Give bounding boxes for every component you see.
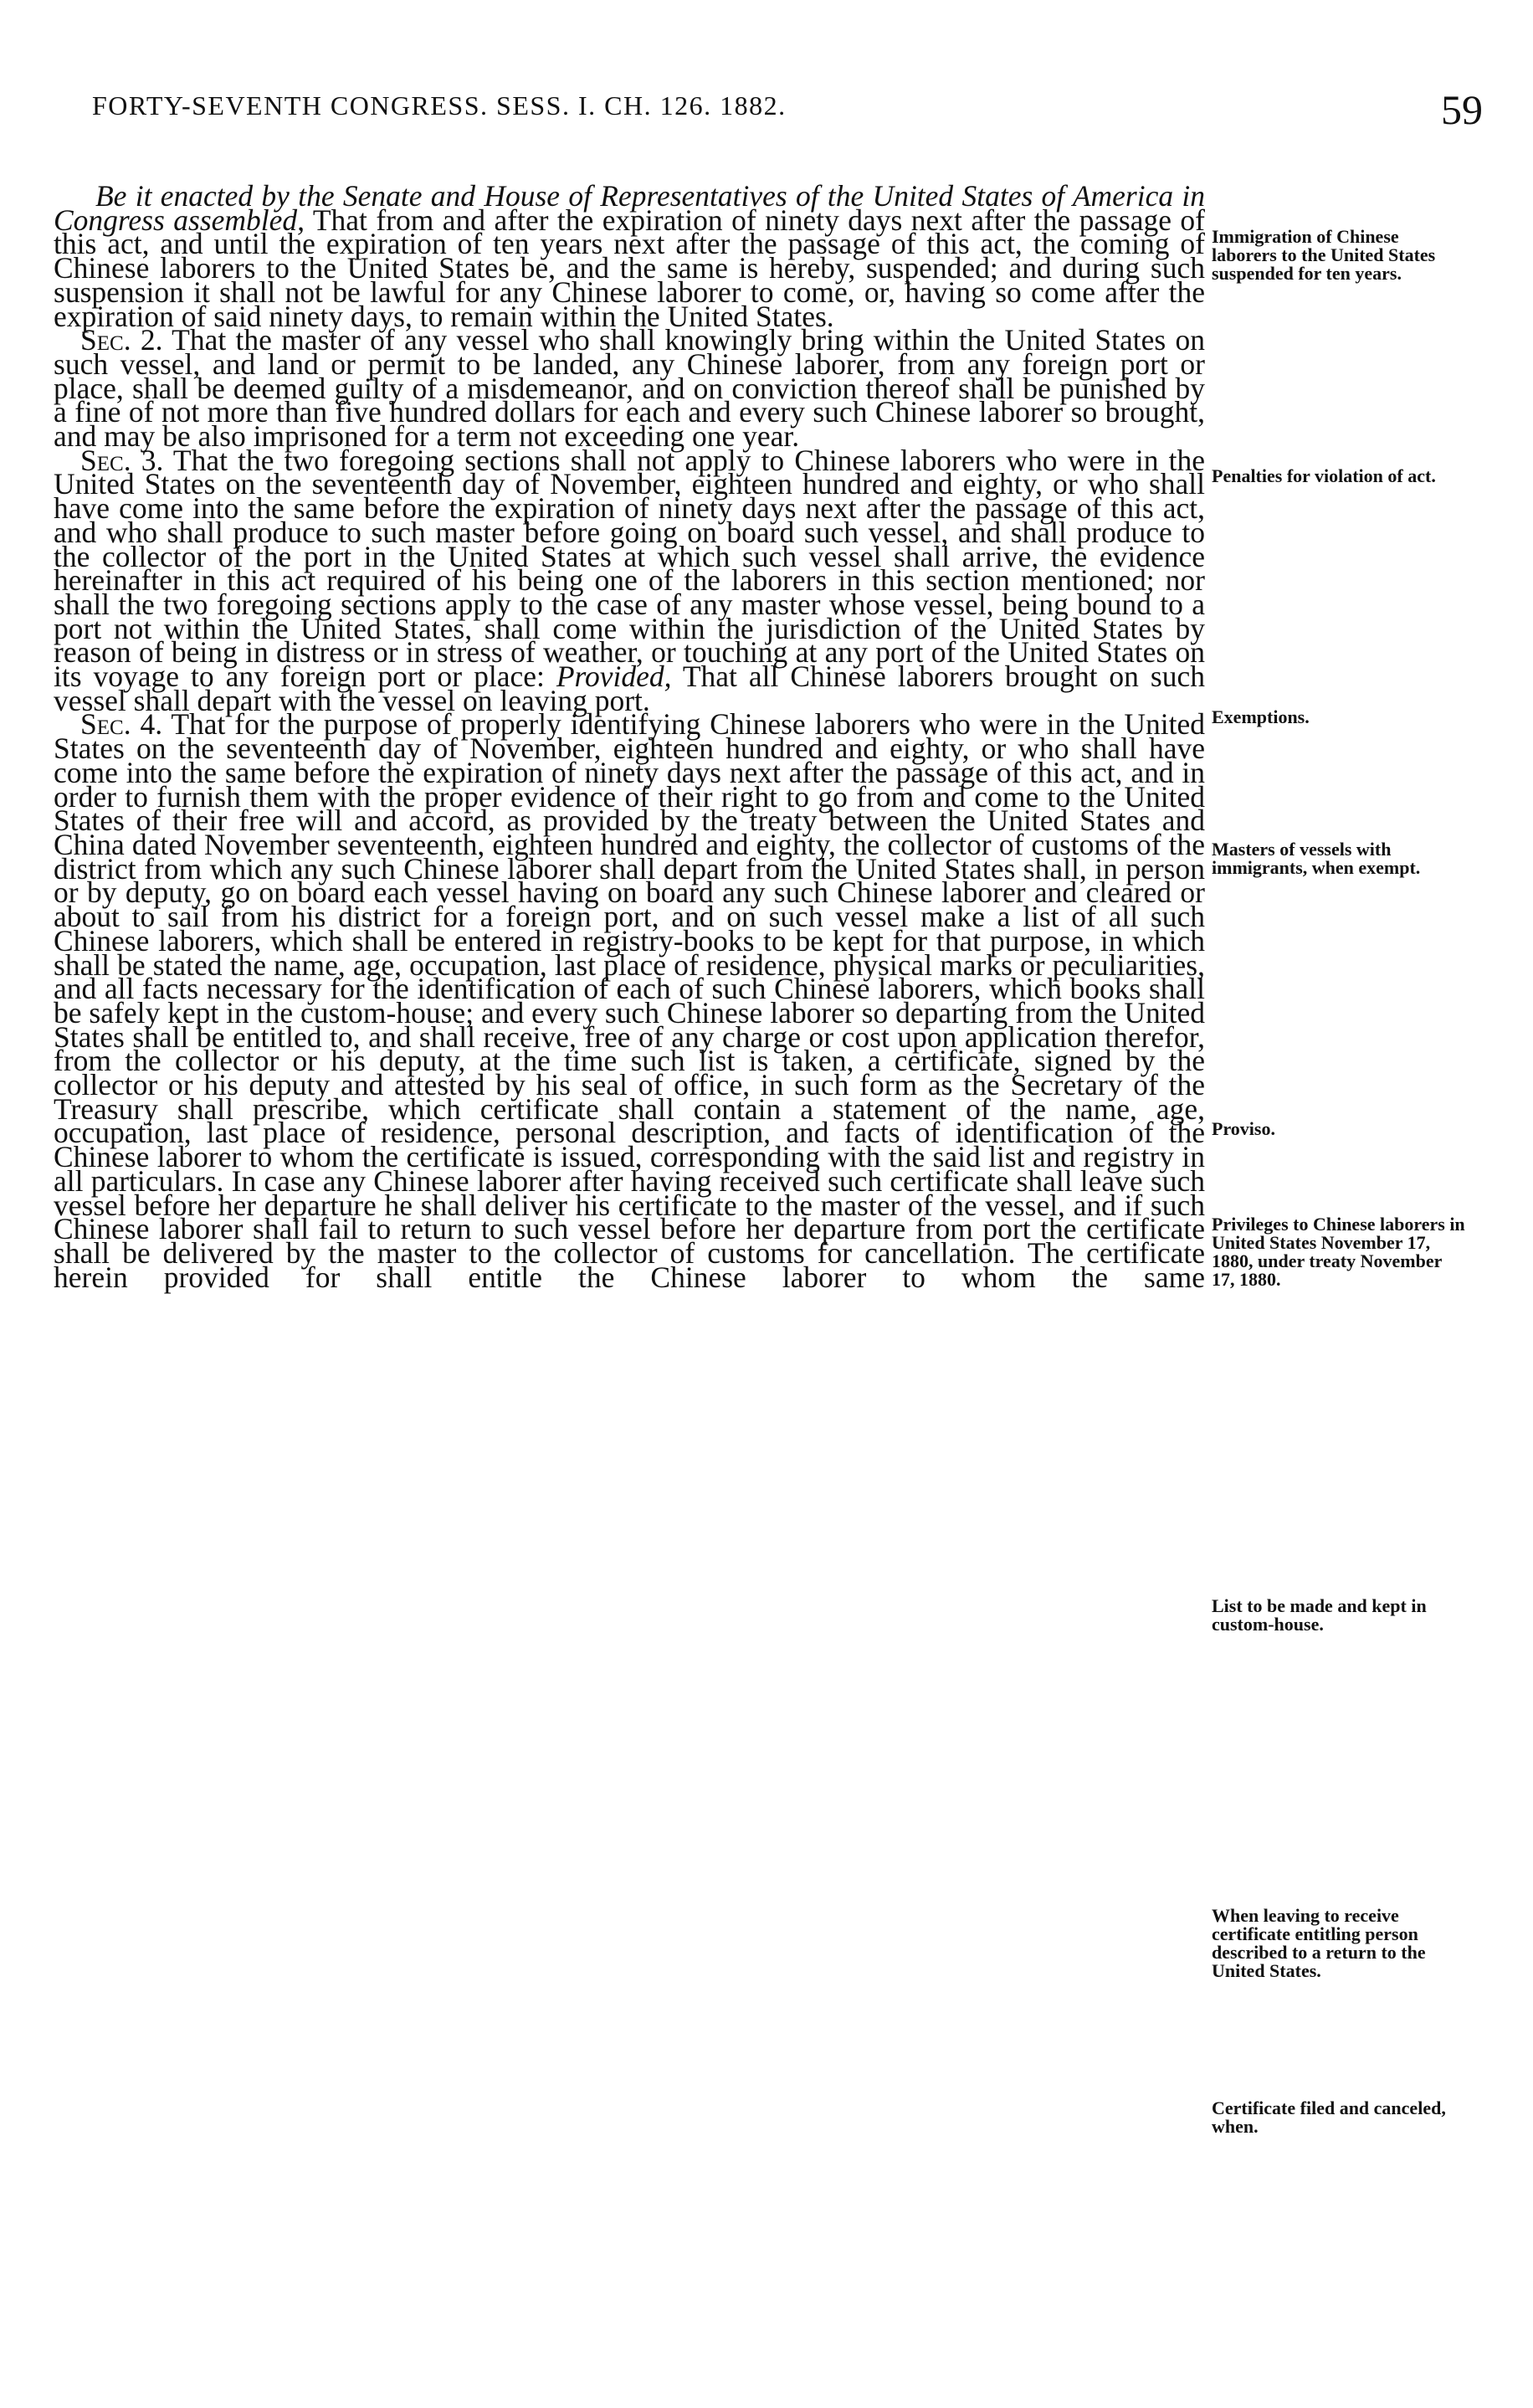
margin-note-proviso: Proviso. <box>1212 1118 1275 1139</box>
margin-note-certificate: When leaving to receive certificate entitling person described to a return to the United States. <box>1212 1905 1426 1981</box>
margin-note-registry-list: List to be made and kept in custom-house. <box>1212 1595 1427 1635</box>
section-4-label: Sec. 4. <box>80 707 163 742</box>
margin-note-certificate-canceled: Certificate filed and canceled, when. <box>1212 2097 1446 2137</box>
section-3-label: Sec. 3. <box>80 443 164 477</box>
section-1-paragraph <box>54 179 1205 333</box>
section-2-text: That the master of any vessel who shall knowingly bring within the United States on such vessel, and land or permit to be landed, any Chinese laborer, from any foreign port or place, shall be deemed guilty of a misdemeanor, and on conviction thereof shall be punished by a fine of not more than five hundred dollars for each and every such Chinese laborer so brought, and may be also imprisoned for a term not exceeding one year. <box>54 323 1206 454</box>
margin-note-immigration-suspended: Immigration of Chinese laborers to the United States suspended for ten years. <box>1212 226 1436 284</box>
margin-note-privileges: Privileges to Chinese laborers in United States November 17, 1880, under treaty November 17, 1880. <box>1212 1214 1465 1290</box>
section-4-paragraph <box>54 707 1205 1294</box>
running-title: FORTY-SEVENTH CONGRESS. SESS. I. CH. 126. 1882. <box>92 90 787 121</box>
section-3-text: That the two foregoing sections shall not apply to Chinese laborers who were in the United States on the seventeenth day of November, eighteen hundred and eighty, or who shall have come into the same before the expiration of ninety days next after the passage of this act, and who shall produce to such master before going on board such vessel, and shall produce to the collector of the port in the United States at which such vessel shall arrive, the evidence hereinafter in this act required of his being one of the laborers in this section mentioned; nor shall the two foregoing sections apply to the case of any master whose vessel, being bound to a port not within the United States, shall come within the jurisdiction of the United States by reason of being in distress or in stress of weather, or touching at any port of the United States on its voyage to any foreign port or place: <box>54 443 1205 694</box>
margin-note-masters-exempt: Masters of vessels with immigrants, when exempt. <box>1212 839 1421 878</box>
section-2-label: Sec. 2. <box>80 323 163 357</box>
page-number: 59 <box>1441 86 1483 133</box>
margin-note-penalties: Penalties for violation of act. <box>1212 465 1436 486</box>
section-1-text: That from and after the expiration of ninety days next after the passage of this act, and until the expiration of ten years next after the passage of this act, the coming of Chinese laborers to the United States be, and the same is hereby, suspended; and during such suspension it shall not be lawful for any Chinese laborer to come, or, having so come after the expiration of said ninety days, to remain within the United States. <box>54 203 1205 333</box>
section-3-paragraph <box>54 443 1205 717</box>
enacting-clause: Be it enacted by the Senate and House of Representatives of the United States of America in Congress assembled, <box>54 179 1205 237</box>
section-2-paragraph <box>54 323 1206 454</box>
proviso-word: Provided, <box>556 660 672 694</box>
section-3-proviso-text: That all Chinese laborers brought on such vessel shall depart with the vessel on leaving port. <box>54 660 1205 717</box>
running-header <box>92 86 1483 141</box>
margin-note-exemptions: Exemptions. <box>1212 706 1310 727</box>
section-4-text: That for the purpose of properly identifying Chinese laborers who were in the United States on the seventeenth day of November, eighteen hundred and eighty, or who shall have come into the same before the expiration of ninety days next after the passage of this act, and in order to furnish them with the proper evidence of their right to go from and come to the United States of their free will and accord, as provided by the treaty between the United States and China dated November seventeenth, eighteen hundred and eighty, the collector of customs of the district from which any such Chinese laborer shall depart from the United States shall, in person or by deputy, go on board each vessel having on board any such Chinese laborer and cleared or about to sail from his district for a foreign port, and on such vessel make a list of all such Chinese laborers, which shall be entered in registry-books to be kept for that purpose, in which shall be stated the name, age, occupation, last place of residence, physical marks or peculiarities, and all facts necessary for the identification of each of such Chinese laborers, which books shall be safely kept in the custom-house; and every such Chinese laborer so departing from the United States shall be entitled to, and shall receive, free of any charge or cost upon application therefor, from the collector or his deputy, at the time such list is taken, a certificate, signed by the collector or his deputy and attested by his seal of office, in such form as the Secretary of the Treasury shall prescribe, which certificate shall contain a statement of the name, age, occupation, last place of residence, personal description, and facts of identification of the Chinese laborer to whom the certificate is issued, corresponding with the said list and registry in all particulars. In case any Chinese laborer after having received such certificate shall leave such vessel before her departure he shall deliver his certificate to the master of the vessel, and if such Chinese laborer shall fail to return to such vessel before her departure from port the certificate shall be delivered by the master to the collector of customs for cancellation. The certificate herein provided for shall entitle the Chinese laborer to whom the same <box>54 707 1205 1294</box>
statute-body <box>54 179 1206 1294</box>
